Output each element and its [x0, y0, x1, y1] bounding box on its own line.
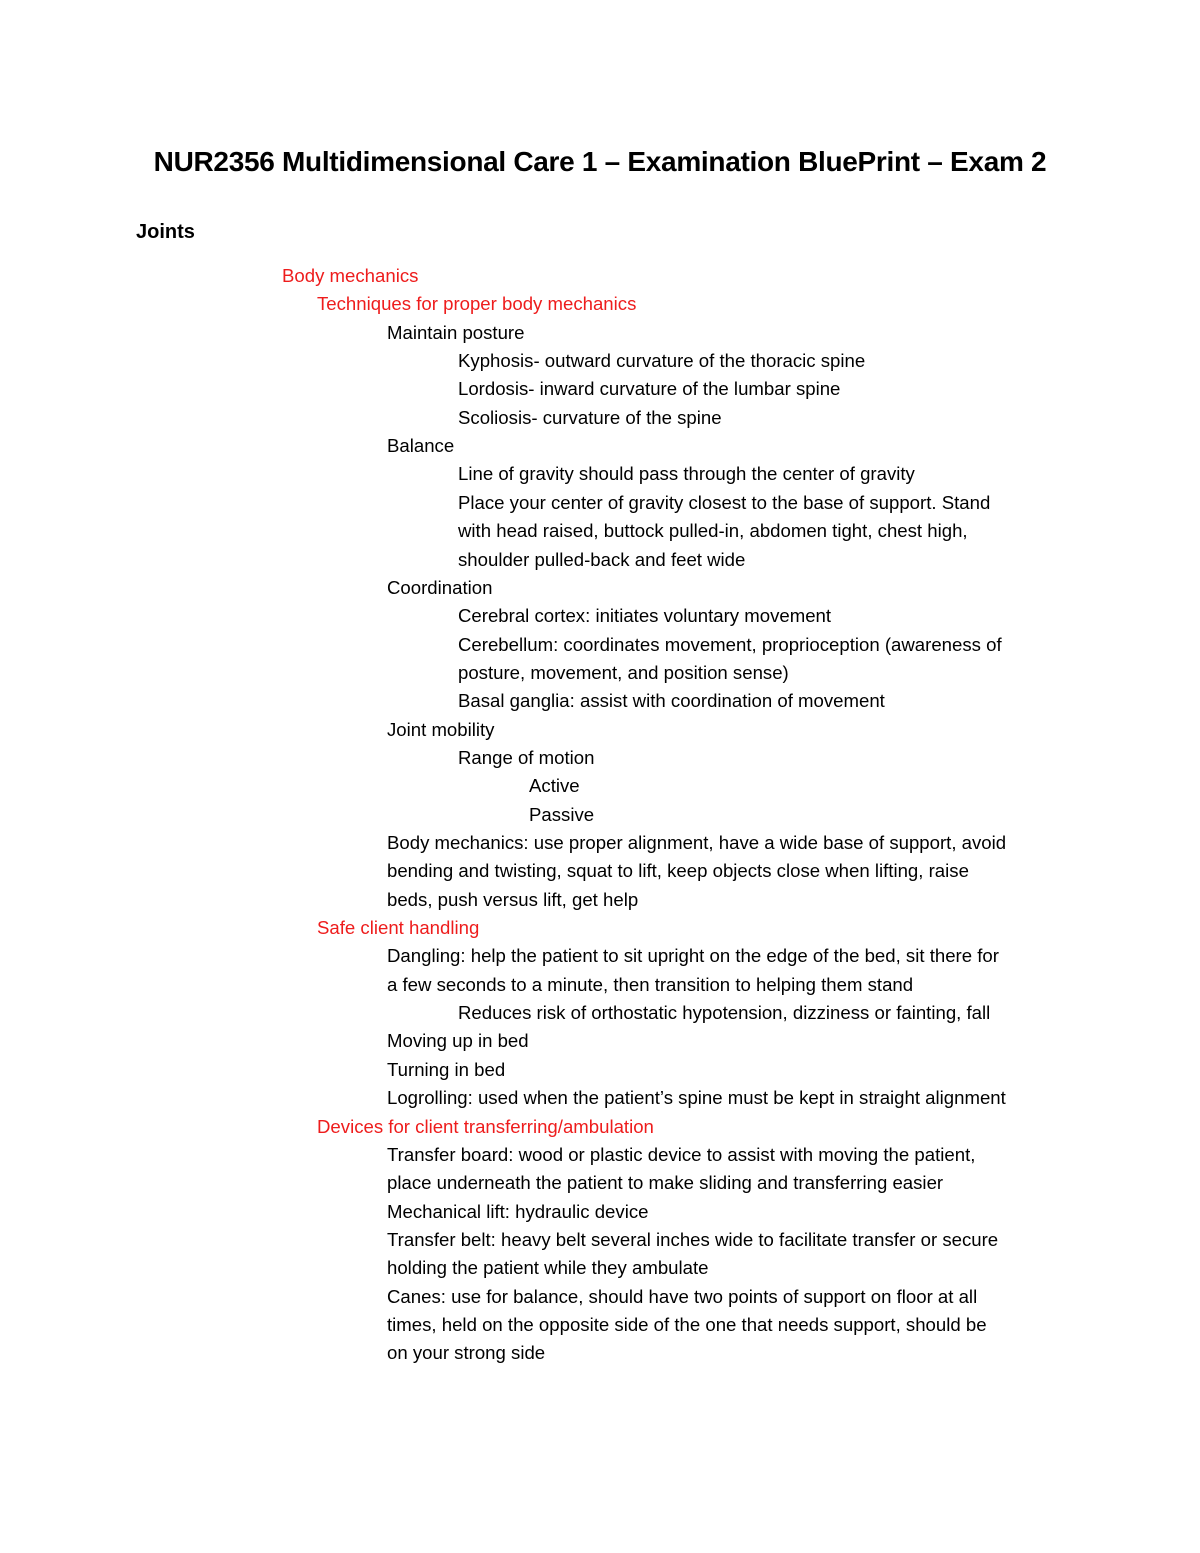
- outline-text: place underneath the patient to make sliding and transferring easier: [387, 1172, 944, 1193]
- outline-text: Dangling: help the patient to sit upright on the edge of the bed, sit there for: [387, 945, 999, 966]
- outline-text: Safe client handling: [317, 917, 480, 938]
- outline-text: Lordosis- inward curvature of the lumbar spine: [458, 378, 841, 399]
- outline-text: Transfer board: wood or plastic device to assist with moving the patient,: [387, 1144, 976, 1165]
- outline-text: bending and twisting, squat to lift, keep objects close when lifting, raise: [387, 860, 969, 881]
- outline-text: Place your center of gravity closest to the base of support. Stand: [458, 492, 991, 513]
- outline-text: Line of gravity should pass through the center of gravity: [458, 463, 915, 484]
- outline-text: Basal ganglia: assist with coordination of movement: [458, 690, 885, 711]
- outline-text: Active: [529, 775, 580, 796]
- section-heading: Joints: [136, 221, 195, 243]
- outline-text: Scoliosis- curvature of the spine: [458, 407, 722, 428]
- outline-text: Transfer belt: heavy belt several inches wide to facilitate transfer or secure: [387, 1229, 999, 1250]
- outline-text: Passive: [529, 804, 595, 825]
- outline-text: Body mechanics: use proper alignment, have a wide base of support, avoid: [387, 832, 1007, 853]
- outline-text: Cerebral cortex: initiates voluntary movement: [458, 605, 832, 626]
- outline-text: on your strong side: [387, 1342, 546, 1363]
- outline-text: Techniques for proper body mechanics: [317, 293, 637, 314]
- outline-text: posture, movement, and position sense): [458, 662, 789, 683]
- outline-text: Cerebellum: coordinates movement, proprioception (awareness of: [458, 634, 1002, 655]
- outline-text: beds, push versus lift, get help: [387, 889, 639, 910]
- outline-text: times, held on the opposite side of the one that needs support, should be: [387, 1314, 987, 1335]
- outline-text: Turning in bed: [387, 1059, 506, 1080]
- outline-text: Canes: use for balance, should have two points of support on floor at all: [387, 1286, 978, 1307]
- outline-text: Devices for client transferring/ambulation: [317, 1116, 654, 1137]
- outline-text: Joint mobility: [387, 719, 495, 740]
- outline-text: Maintain posture: [387, 322, 525, 343]
- outline-text: Coordination: [387, 577, 493, 598]
- outline-text: a few seconds to a minute, then transition to helping them stand: [387, 974, 914, 995]
- outline-text: holding the patient while they ambulate: [387, 1257, 709, 1278]
- outline-text: Reduces risk of orthostatic hypotension, dizziness or fainting, fall: [458, 1002, 991, 1023]
- outline-text: Kyphosis- outward curvature of the thoracic spine: [458, 350, 866, 371]
- outline-text: Body mechanics: [282, 265, 419, 286]
- outline-text: with head raised, buttock pulled-in, abdomen tight, chest high,: [458, 520, 968, 541]
- outline-text: Moving up in bed: [387, 1030, 529, 1051]
- outline-text: Balance: [387, 435, 455, 456]
- outline-text: shoulder pulled-back and feet wide: [458, 549, 746, 570]
- outline-text: Mechanical lift: hydraulic device: [387, 1201, 649, 1222]
- page-title: NUR2356 Multidimensional Care 1 – Examination BluePrint – Exam 2: [153, 146, 1047, 177]
- outline-text: Logrolling: used when the patient’s spine must be kept in straight alignment: [387, 1087, 1006, 1108]
- outline-text: Range of motion: [458, 747, 595, 768]
